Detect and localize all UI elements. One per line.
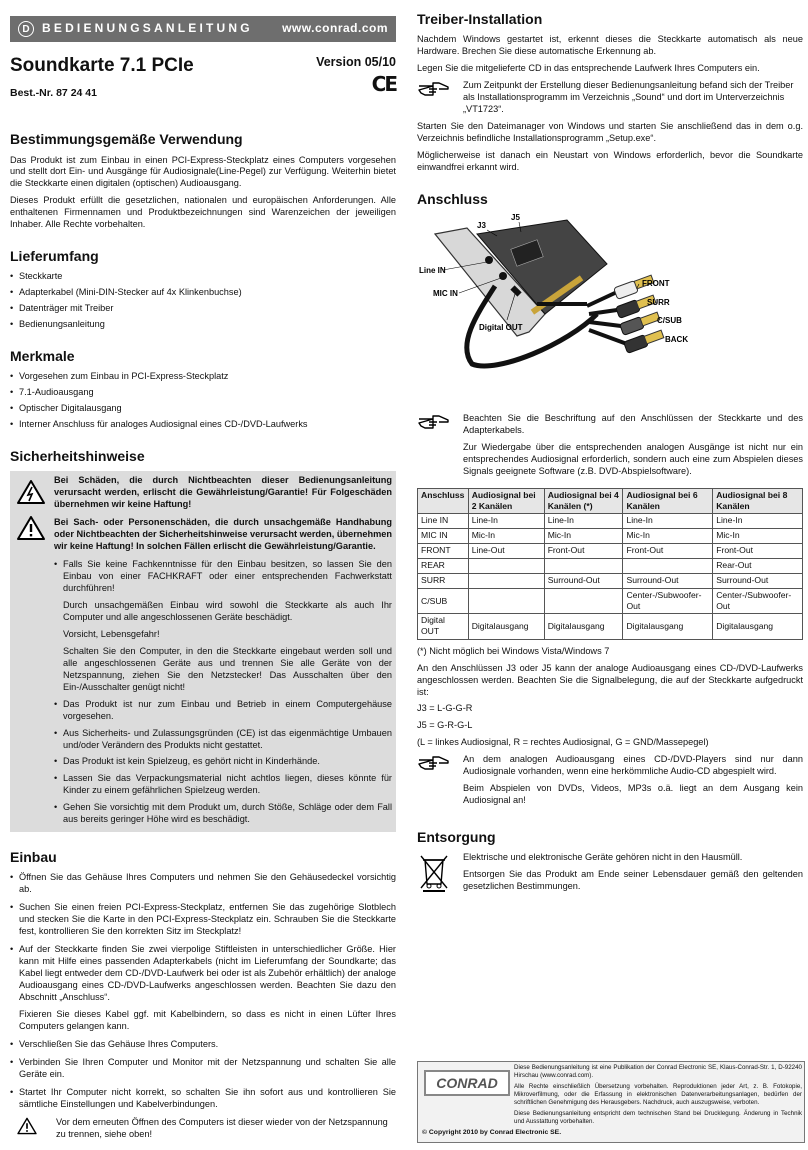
signal-table — [417, 488, 803, 640]
list-item: • Startet Ihr Computer nicht korrekt, so schalten Sie ihn sofort aus und kontrollieren Sie sämtliche Einstellungen und Kabelverbindungen. — [10, 1087, 396, 1111]
table-cell: Mic-In — [713, 528, 803, 543]
table-row — [418, 528, 803, 543]
title-row — [10, 54, 396, 100]
label-line-in: Line IN — [419, 265, 446, 275]
safety-b1: • Falls Sie keine Fachkenntnisse für den Einbau besitzen, so lassen Sie den Einbau von einer FACHKRAFT oder einer entsprechenden Fachwerkstatt durchführen! — [63, 559, 392, 594]
safety-box — [10, 471, 396, 832]
table-cell: Line-Out — [468, 543, 544, 558]
list-item: • Lassen Sie das Verpackungsmaterial nicht achtlos liegen, dieses könnte für Kinder zu einem gefährlichen Spielzeug werden. — [54, 773, 392, 797]
connection-text-1: An den Anschlüssen J3 oder J5 kann der analoge Audioausgang eines CD-/DVD-Laufwerks angeschlossen werden. Beachten Sie die Signalbelegung, die auf der Steckkarte aufgedruckt ist: — [417, 662, 803, 697]
pointing-hand-icon — [417, 754, 451, 772]
table-cell: Front-Out — [713, 543, 803, 558]
weee-bin-icon — [417, 852, 451, 892]
intended-use-heading: Bestimmungsgemäße Verwendung — [10, 131, 243, 148]
driver-text-4: Möglicherweise ist danach ein Neustart von Windows erforderlich, bevor die Soundkarte einwandfrei erkannt wird. — [417, 149, 803, 172]
table-cell: Line-In — [713, 513, 803, 528]
list-item: • Verbinden Sie Ihren Computer und Monitor mit der Netzspannung und schalten Sie alle Geräte ein. — [10, 1057, 396, 1081]
order-number: Best.-Nr. 87 24 41 — [10, 86, 97, 99]
safety-b1a: Durch unsachgemäßen Einbau wird sowohl die Steckkarte als auch Ihr Computer und alle angeschlossenen Geräte beschädigt. — [63, 600, 392, 622]
label-mic-in: MIC IN — [433, 288, 458, 298]
table-cell: Front-Out — [544, 543, 623, 558]
driver-text-1: Nachdem Windows gestartet ist, erkennt dieses die Steckkarte automatisch als neue Hardware. Brechen Sie diese automatische Erkennung ab. — [417, 34, 803, 57]
conrad-logo — [424, 1070, 510, 1096]
logo-text: CONRAD — [436, 1075, 498, 1091]
warning-icon — [10, 1117, 44, 1135]
table-cell — [468, 573, 544, 588]
cd-note-2: Beim Abspielen von DVDs, Videos, MP3s o.ä. liegt an dem Ausgang kein Audiosignal an! — [463, 783, 803, 806]
table-header: Audiosignal bei 6 Kanälen — [623, 488, 713, 513]
table-cell: FRONT — [418, 543, 469, 558]
driver-note — [417, 80, 803, 116]
table-cell — [623, 558, 713, 573]
pinout-legend: (L = linkes Audiosignal, R = rechtes Audiosignal, G = GND/Massepegel) — [417, 737, 709, 748]
table-cell: C/SUB — [418, 588, 469, 613]
install-list — [10, 872, 396, 1110]
table-row — [418, 513, 803, 528]
table-cell: Digitalausgang — [713, 614, 803, 639]
table-footnote: (*) Nicht möglich bei Windows Vista/Windows 7 — [417, 645, 610, 656]
label-front: FRONT — [642, 278, 670, 288]
table-row — [418, 573, 803, 588]
list-item: • Bedienungsanleitung — [10, 319, 396, 331]
version-label: Version 05/10 — [316, 55, 396, 69]
features-list — [10, 371, 396, 431]
table-cell: Center-/Subwoofer-Out — [713, 588, 803, 613]
list-item: • Verschließen Sie das Gehäuse Ihres Computers. — [10, 1039, 396, 1051]
table-cell: Digitalausgang — [544, 614, 623, 639]
j3-pinout: J3 = L-G-G-R — [417, 703, 473, 714]
language-badge: D — [18, 21, 34, 37]
install-heading: Einbau — [10, 849, 57, 866]
install-warning — [10, 1117, 396, 1141]
table-cell: Line-In — [623, 513, 713, 528]
product-title: Soundkarte 7.1 PCIe — [10, 55, 194, 76]
list-item: • Das Produkt ist nur zum Einbau und Betrieb in einem Computergehäuse vorgesehen. — [54, 699, 392, 723]
list-item: • Das Produkt ist kein Spielzeug, es gehört nicht in Kinderhände. — [54, 756, 392, 768]
safety-list — [54, 559, 392, 826]
list-item — [10, 944, 396, 1033]
safety-b1c: Schalten Sie den Computer, in den die Steckkarte eingebaut werden soll und alle angeschlossenen Geräte aus und trennen Sie alle Geräte von der Netzspannung, ziehen Sie den Netzstecker! Das Ausschalten über den Ein-/Ausschalter genügt nicht! — [63, 645, 392, 692]
install-s3: • Auf der Steckkarte finden Sie zwei vierpolige Stiftleisten in unterschiedlicher Größe. Hier kann mit Hilfe eines passenden Adapterkabels (nicht im Lieferumfang der Soundkarte; das Kabel liegt entweder dem CD-/DVD-Laufwerk bei oder ist als Zubehör erhältlich) der analoge Audioausgang eines CD-/DVD-Laufwerks angeschlossen werden. Beachten Sie dazu den Abschnitt „Anschluss“. — [19, 944, 396, 1003]
scope-heading: Lieferumfang — [10, 248, 99, 265]
list-item: • Aus Sicherheits- und Zulassungsgründen (CE) ist das eigenmächtige Umbauen und/oder Verändern des Produkts nicht gestattet. — [54, 728, 392, 752]
table-cell: Surround-Out — [713, 573, 803, 588]
table-header: Audiosignal bei 4 Kanälen (*) — [544, 488, 623, 513]
disposal-text-1: Elektrische und elektronische Geräte gehören nicht in den Hausmüll. — [463, 852, 743, 863]
pointing-hand-icon — [417, 80, 451, 98]
disposal-text-2: Entsorgen Sie das Produkt am Ende seiner Lebensdauer gemäß den geltenden gesetzlichen Bestimmungen. — [463, 869, 803, 892]
list-item: • Adapterkabel (Mini-DIN-Stecker auf 4x Klinkenbuchse) — [10, 287, 396, 299]
driver-note-text: Zum Zeitpunkt der Erstellung dieser Bedienungsanleitung befand sich der Treiber als Installationsprogramm im Verzeichnis „Sound“ und dort im Unterverzeichnis „VT1723“. — [463, 80, 794, 114]
table-cell: REAR — [418, 558, 469, 573]
table-cell: Line IN — [418, 513, 469, 528]
website-link[interactable]: www.conrad.com — [282, 21, 388, 36]
label-surr: SURR — [647, 297, 670, 307]
install-warning-text: Vor dem erneuten Öffnen des Computers ist dieser wieder von der Netzspannung zu trennen, siehe oben! — [56, 1116, 388, 1139]
footer-text-2: Alle Rechte einschließlich Übersetzung vorbehalten. Reproduktionen jeder Art, z. B. Fotokopie, Mikroverfilmung, oder die Erfassung in elektronischen Datenverarbeitungsanlagen, bedürfen der schriftlichen Genehmigung des Herausgebers. Nachdruck, auch auszugsweise, verboten. — [514, 1083, 802, 1107]
label-digital-out: Digital OUT — [479, 322, 523, 332]
manual-label: BEDIENUNGSANLEITUNG — [42, 21, 253, 36]
list-item: • Steckkarte — [10, 271, 396, 283]
table-cell — [544, 588, 623, 613]
footer-text-1: Diese Bedienungsanleitung ist eine Publikation der Conrad Electronic SE, Klaus-Conrad-Str. 1, D-92240 Hirschau (www.conrad.com). — [514, 1064, 802, 1080]
list-item — [54, 559, 392, 694]
connection-note-1: Beachten Sie die Beschriftung auf den Anschlüssen der Steckkarte und des Adapterkabels. — [463, 412, 803, 435]
connection-note-2: Zur Wiedergabe über die entsprechenden analogen Ausgänge ist nicht nur ein entsprechendes Audiosignal erforderlich, sondern auch eine zum Abspielen dieses Signals geeignete Software (z.B. DVD-Abspielsoftware). — [463, 441, 803, 476]
safety-heading: Sicherheitshinweise — [10, 448, 145, 465]
connection-heading: Anschluss — [417, 190, 488, 207]
table-row — [418, 588, 803, 613]
list-item: • Gehen Sie vorsichtig mit dem Produkt um, durch Stöße, Schläge oder dem Fall aus bereits geringer Höhe wird es beschädigt. — [54, 802, 392, 826]
list-item: • Datenträger mit Treiber — [10, 303, 396, 315]
table-cell: MIC IN — [418, 528, 469, 543]
soundcard-diagram — [417, 214, 803, 409]
table-cell: Mic-In — [623, 528, 713, 543]
cd-note — [417, 754, 803, 812]
table-cell: Mic-In — [544, 528, 623, 543]
table-cell: Mic-In — [468, 528, 544, 543]
cd-note-1: An dem analogen Audioausgang eines CD-/DVD-Players sind nur dann Audiosignale vorhanden, wenn eine herkömmliche Audio-CD abgespielt wird. — [463, 754, 803, 777]
table-row — [418, 543, 803, 558]
j5-pinout: J5 = G-R-G-L — [417, 720, 473, 731]
list-item: • Interner Anschluss für analoges Audiosignal eines CD-/DVD-Laufwerks — [10, 419, 396, 431]
table-cell — [544, 558, 623, 573]
table-header: Audiosignal bei 2 Kanälen — [468, 488, 544, 513]
table-cell: Digitalausgang — [623, 614, 713, 639]
table-cell: Digital OUT — [418, 614, 469, 639]
table-cell: Line-In — [544, 513, 623, 528]
connection-note — [417, 413, 803, 483]
intended-use-text-1: Das Produkt ist zum Einbau in einen PCI-Express-Steckplatz eines Computers vorgesehen und stellt dort Ein- und Ausgänge für Audiosignale(Line-Pegel) zur Verfügung. Weiterhin bietet die Steckkarte einen digitalen (optischen) Audioausgang. — [10, 154, 396, 189]
driver-heading: Treiber-Installation — [417, 11, 543, 27]
label-j5: J5 — [511, 213, 520, 222]
table-cell: Front-Out — [623, 543, 713, 558]
label-back: BACK — [665, 334, 689, 344]
footer-text-3: Diese Bedienungsanleitung entspricht dem technischen Stand bei Drucklegung. Änderung in Technik und Ausstattung vorbehalten. — [514, 1110, 802, 1126]
table-header: Anschluss — [418, 488, 469, 513]
right-column — [417, 0, 803, 903]
driver-text-3: Starten Sie den Dateimanager von Windows und starten Sie anschließend das in dem o.g. Verzeichnis befindliche Installationsprogramm „Setup.exe“. — [417, 120, 803, 143]
table-cell: Center-/Subwoofer-Out — [623, 588, 713, 613]
table-cell: Rear-Out — [713, 558, 803, 573]
intended-use-text-2: Dieses Produkt erfüllt die gesetzlichen, nationalen und europäischen Anforderungen. Alle enthaltenen Firmennamen und Produktbezeichnungen sind Warenzeichen der jeweiligen Inhaber. Alle Rechte vorbehalten. — [10, 195, 396, 230]
list-item: • Öffnen Sie das Gehäuse Ihres Computers und nehmen Sie den Gehäusedeckel vorsichtig ab. — [10, 872, 396, 896]
list-item: • 7.1-Audioausgang — [10, 387, 396, 399]
table-header-row — [418, 488, 803, 513]
table-cell — [468, 558, 544, 573]
table-cell: Surround-Out — [623, 573, 713, 588]
label-csub: C/SUB — [657, 315, 682, 325]
publisher-footer — [417, 1061, 805, 1143]
header-banner — [10, 16, 396, 42]
install-s3a: Fixieren Sie dieses Kabel ggf. mit Kabelbindern, so dass es nicht in einen Lüfter Ihres Computers gelangen kann. — [19, 1008, 396, 1031]
disposal-heading: Entsorgung — [417, 829, 496, 846]
table-cell: Line-In — [468, 513, 544, 528]
driver-text-2: Legen Sie die mitgelieferte CD in das entsprechende Laufwerk Ihres Computers ein. — [417, 63, 760, 74]
list-item: • Optischer Digitalausgang — [10, 403, 396, 415]
pointing-hand-icon — [417, 413, 451, 431]
table-cell: Surround-Out — [544, 573, 623, 588]
high-voltage-icon — [16, 479, 46, 505]
scope-list — [10, 271, 396, 331]
safety-bold-1: Bei Schäden, die durch Nichtbeachten dieser Bedienungsanleitung verursacht werden, erlischt die Gewährleistung/Garantie! Für Folgeschäden übernehmen wir keine Haftung! — [54, 475, 392, 510]
safety-icons — [16, 479, 46, 541]
list-item: • Suchen Sie einen freien PCI-Express-Steckplatz, entfernen Sie das zugehörige Slotblech und stecken Sie die Karte in den PCI-Express-Steckplatz ein. Schrauben Sie die Steckkarte fest, kontrollieren Sie den korrekten Sitz im Steckplatz! — [10, 902, 396, 938]
table-row — [418, 558, 803, 573]
table-cell — [468, 588, 544, 613]
ce-mark: CE — [371, 72, 396, 97]
features-heading: Merkmale — [10, 348, 75, 365]
disposal-section — [417, 852, 803, 898]
label-j3: J3 — [477, 220, 486, 230]
copyright: © Copyright 2010 by Conrad Electronic SE. — [422, 1129, 562, 1137]
list-item: • Vorgesehen zum Einbau in PCI-Express-Steckplatz — [10, 371, 396, 383]
left-column — [10, 0, 396, 1146]
safety-bold-2: Bei Sach- oder Personenschäden, die durch unsachgemäße Handhabung oder Nichtbeachten der Sicherheitshinweise verursacht werden, übernehmen wir keine Haftung! In solchen Fällen erlischt die Gewährleistung/Garantie. — [54, 517, 392, 552]
table-header: Audiosignal bei 8 Kanälen — [713, 488, 803, 513]
table-cell: Digitalausgang — [468, 614, 544, 639]
table-cell: SURR — [418, 573, 469, 588]
warning-icon — [16, 515, 46, 541]
safety-b1b: Vorsicht, Lebensgefahr! — [63, 628, 160, 639]
table-row — [418, 614, 803, 639]
